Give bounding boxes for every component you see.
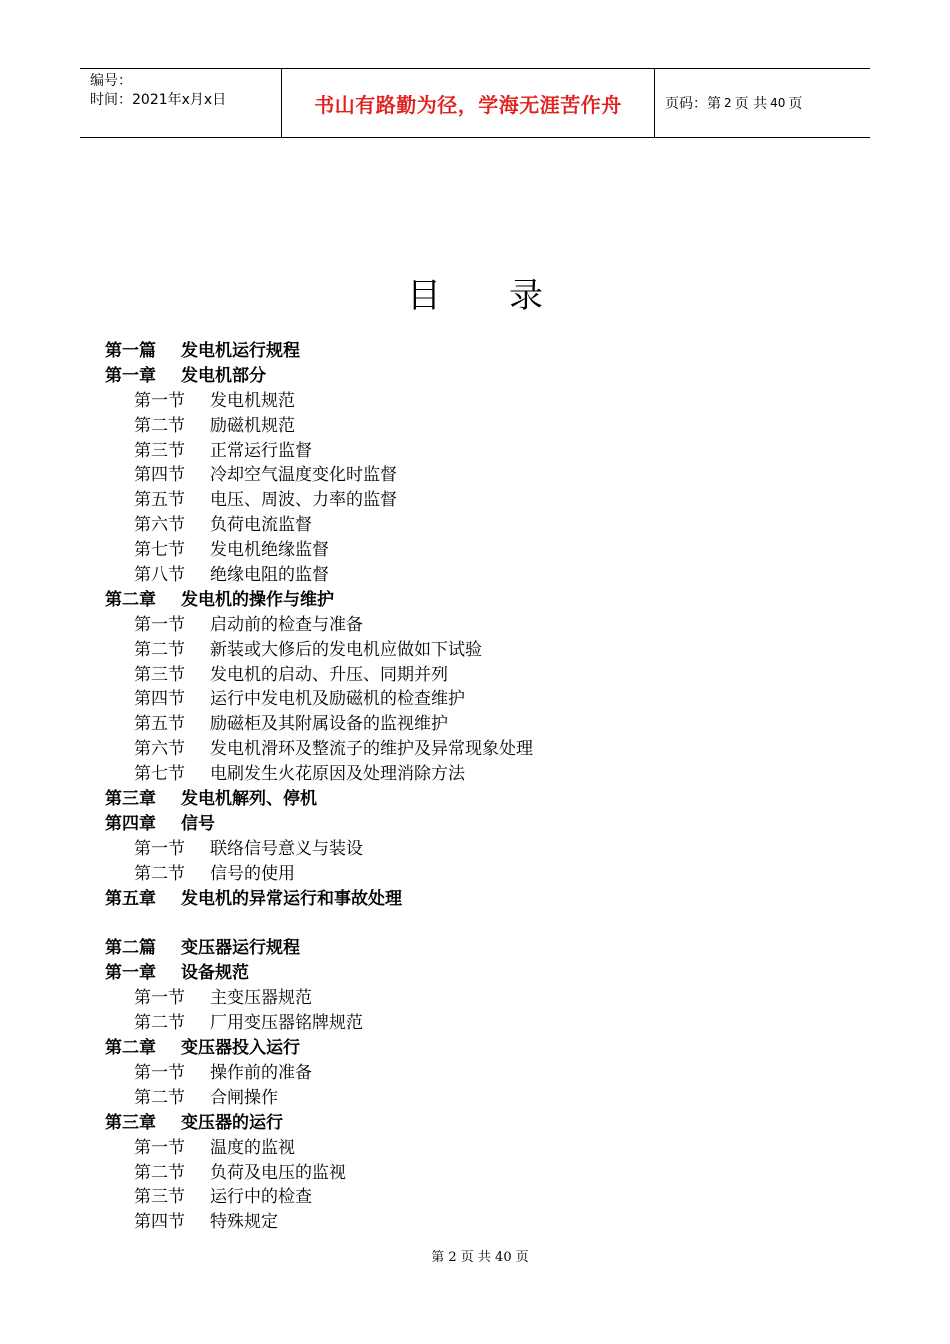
toc-sec-row[interactable] bbox=[105, 1210, 865, 1235]
toc-sec-row[interactable] bbox=[105, 762, 865, 787]
toc-chap-row[interactable] bbox=[105, 887, 865, 912]
toc-chap-row[interactable] bbox=[105, 588, 865, 613]
title-char-2: 录 bbox=[509, 276, 543, 316]
page-prefix: 页码：第 bbox=[665, 96, 721, 112]
toc-entry-number: 第二篇 bbox=[105, 938, 156, 959]
document-number-label: 编号： bbox=[90, 73, 132, 89]
toc-chap-row[interactable] bbox=[105, 1111, 865, 1136]
toc-entry-number: 第一节 bbox=[134, 614, 185, 635]
toc-sec-row[interactable] bbox=[105, 663, 865, 688]
toc-entry-number: 第七节 bbox=[134, 764, 185, 785]
toc-sec-row[interactable] bbox=[105, 414, 865, 439]
toc-entry-title: 温度的监视 bbox=[210, 1137, 295, 1158]
toc-sec-row[interactable] bbox=[105, 463, 865, 488]
toc-entry-title: 励磁柜及其附属设备的监视维护 bbox=[210, 714, 448, 735]
toc-part-row[interactable] bbox=[105, 936, 865, 961]
toc-entry-number: 第三章 bbox=[105, 789, 156, 810]
toc-entry-number: 第一章 bbox=[105, 365, 156, 386]
toc-entry-title: 发电机的操作与维护 bbox=[181, 589, 334, 610]
toc-sec-row[interactable] bbox=[105, 1136, 865, 1161]
table-of-contents bbox=[105, 339, 865, 1235]
toc-sec-row[interactable] bbox=[105, 563, 865, 588]
toc-entry-number: 第二节 bbox=[134, 639, 185, 660]
toc-entry-title: 冷却空气温度变化时监督 bbox=[210, 465, 397, 486]
document-time-label: 时间：2021年x月x日 bbox=[90, 92, 227, 108]
toc-sec-row[interactable] bbox=[105, 638, 865, 663]
toc-entry-title: 负荷及电压的监视 bbox=[210, 1162, 346, 1183]
toc-entry-number: 第一节 bbox=[134, 1062, 185, 1083]
header-motto: 书山有路勤为径，学海无涯苦作舟 bbox=[282, 69, 655, 137]
toc-sec-row[interactable] bbox=[105, 986, 865, 1011]
toc-sec-row[interactable] bbox=[105, 513, 865, 538]
toc-sec-row[interactable] bbox=[105, 862, 865, 887]
toc-sec-row[interactable] bbox=[105, 389, 865, 414]
toc-entry-number: 第五章 bbox=[105, 888, 156, 909]
toc-entry-number: 第一篇 bbox=[105, 341, 156, 361]
toc-entry-number: 第五节 bbox=[134, 490, 185, 511]
toc-entry-title: 特殊规定 bbox=[210, 1212, 278, 1233]
toc-entry-number: 第一节 bbox=[134, 838, 185, 859]
toc-entry-number: 第二章 bbox=[105, 589, 156, 610]
toc-entry-title: 厂用变压器铭牌规范 bbox=[210, 1013, 363, 1034]
toc-entry-title: 发电机规范 bbox=[210, 390, 295, 411]
toc-entry-number: 第四节 bbox=[134, 465, 185, 486]
title-char-1: 目 bbox=[407, 276, 441, 316]
toc-chap-row[interactable] bbox=[105, 364, 865, 389]
page-title bbox=[0, 268, 950, 317]
toc-entry-number: 第五节 bbox=[134, 714, 185, 735]
toc-entry-title: 发电机运行规程 bbox=[181, 341, 300, 361]
toc-entry-number: 第一章 bbox=[105, 963, 156, 984]
toc-entry-number: 第二节 bbox=[134, 1013, 185, 1034]
page-mid: 页 共 bbox=[734, 96, 768, 112]
toc-sec-row[interactable] bbox=[105, 687, 865, 712]
toc-entry-number: 第四节 bbox=[134, 1212, 185, 1233]
page-suffix: 页 bbox=[788, 96, 803, 112]
page-total: 40 bbox=[770, 96, 786, 110]
toc-entry-number: 第四节 bbox=[134, 689, 185, 710]
toc-entry-title: 发电机的异常运行和事故处理 bbox=[181, 888, 402, 909]
toc-sec-row[interactable] bbox=[105, 1011, 865, 1036]
toc-entry-title: 电压、周波、力率的监督 bbox=[210, 490, 397, 511]
toc-entry-title: 励磁机规范 bbox=[210, 415, 295, 436]
page-footer: 第 2 页 共 40 页 bbox=[431, 1250, 529, 1265]
toc-entry-title: 运行中发电机及励磁机的检查维护 bbox=[210, 689, 465, 710]
toc-entry-number: 第六节 bbox=[134, 515, 185, 536]
toc-sec-row[interactable] bbox=[105, 1061, 865, 1086]
toc-entry-title: 合闸操作 bbox=[210, 1087, 278, 1108]
toc-blank-row bbox=[105, 911, 865, 936]
toc-entry-title: 主变压器规范 bbox=[210, 988, 312, 1009]
toc-chap-row[interactable] bbox=[105, 1036, 865, 1061]
toc-entry-title: 变压器投入运行 bbox=[181, 1038, 300, 1059]
header-meta bbox=[80, 69, 282, 137]
toc-entry-number: 第八节 bbox=[134, 565, 185, 586]
toc-sec-row[interactable] bbox=[105, 488, 865, 513]
toc-part-row[interactable] bbox=[105, 339, 865, 364]
header-page-info bbox=[655, 69, 870, 137]
toc-entry-number: 第七节 bbox=[134, 540, 185, 561]
toc-chap-row[interactable] bbox=[105, 812, 865, 837]
toc-entry-number: 第二节 bbox=[134, 415, 185, 436]
toc-entry-number: 第三节 bbox=[134, 1187, 185, 1208]
toc-sec-row[interactable] bbox=[105, 439, 865, 464]
toc-sec-row[interactable] bbox=[105, 1185, 865, 1210]
toc-sec-row[interactable] bbox=[105, 1086, 865, 1111]
toc-entry-title: 信号的使用 bbox=[210, 863, 295, 884]
toc-entry-title: 启动前的检查与准备 bbox=[210, 614, 363, 635]
page-current: 2 bbox=[724, 96, 732, 110]
toc-entry-title: 发电机解列、停机 bbox=[181, 789, 317, 810]
toc-entry-title: 电刷发生火花原因及处理消除方法 bbox=[210, 764, 465, 785]
toc-entry-title: 变压器运行规程 bbox=[181, 938, 300, 959]
toc-entry-title: 操作前的准备 bbox=[210, 1062, 312, 1083]
toc-chap-row[interactable] bbox=[105, 787, 865, 812]
toc-entry-title: 负荷电流监督 bbox=[210, 515, 312, 536]
toc-entry-title: 绝缘电阻的监督 bbox=[210, 565, 329, 586]
toc-entry-title: 联络信号意义与装设 bbox=[210, 838, 363, 859]
toc-entry-title: 变压器的运行 bbox=[181, 1112, 283, 1133]
toc-sec-row[interactable] bbox=[105, 837, 865, 862]
toc-sec-row[interactable] bbox=[105, 737, 865, 762]
toc-entry-number: 第六节 bbox=[134, 739, 185, 760]
toc-entry-title: 信号 bbox=[181, 813, 215, 834]
toc-chap-row[interactable] bbox=[105, 961, 865, 986]
toc-entry-title: 发电机绝缘监督 bbox=[210, 540, 329, 561]
toc-entry-number: 第一节 bbox=[134, 1137, 185, 1158]
toc-entry-number: 第三节 bbox=[134, 440, 185, 461]
toc-sec-row[interactable] bbox=[105, 712, 865, 737]
toc-entry-title: 新装或大修后的发电机应做如下试验 bbox=[210, 639, 482, 660]
toc-entry-number: 第一节 bbox=[134, 988, 185, 1009]
toc-entry-number: 第二节 bbox=[134, 1162, 185, 1183]
toc-sec-row[interactable] bbox=[105, 538, 865, 563]
toc-entry-number: 第三节 bbox=[134, 664, 185, 685]
toc-entry-number: 第二节 bbox=[134, 1087, 185, 1108]
toc-entry-title: 发电机部分 bbox=[181, 365, 266, 386]
page-header bbox=[80, 68, 870, 138]
toc-entry-title: 正常运行监督 bbox=[210, 440, 312, 461]
toc-entry-number: 第二章 bbox=[105, 1038, 156, 1059]
toc-entry-title: 发电机滑环及整流子的维护及异常现象处理 bbox=[210, 739, 533, 760]
toc-sec-row[interactable] bbox=[105, 613, 865, 638]
toc-entry-number: 第一节 bbox=[134, 390, 185, 411]
toc-entry-title: 设备规范 bbox=[181, 963, 249, 984]
toc-entry-title: 运行中的检查 bbox=[210, 1187, 312, 1208]
toc-entry-number: 第四章 bbox=[105, 813, 156, 834]
toc-entry-number: 第三章 bbox=[105, 1112, 156, 1133]
toc-entry-number: 第二节 bbox=[134, 863, 185, 884]
toc-sec-row[interactable] bbox=[105, 1161, 865, 1186]
toc-entry-title: 发电机的启动、升压、同期并列 bbox=[210, 664, 448, 685]
